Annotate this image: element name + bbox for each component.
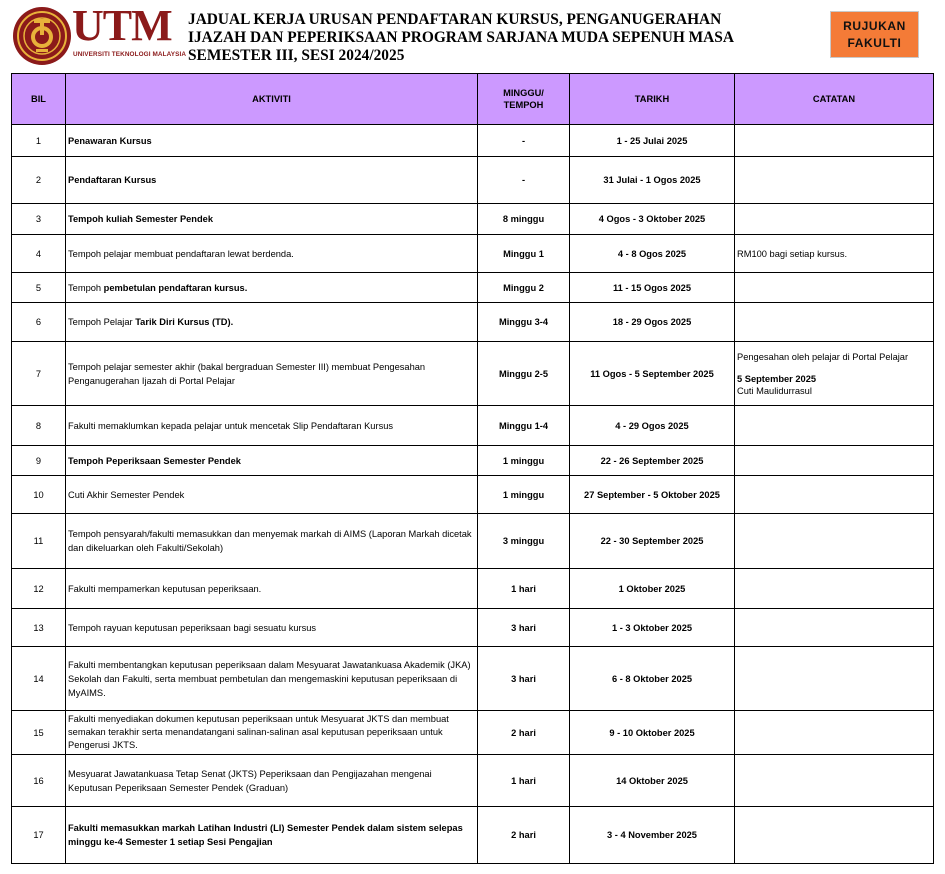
table-row — [12, 235, 934, 273]
cell-catatan — [735, 125, 934, 157]
cell-bil: 1 — [12, 125, 66, 157]
utm-logo-subtitle: UNIVERSITI TEKNOLOGI MALAYSIA — [73, 51, 187, 58]
cell-catatan — [735, 514, 934, 569]
cell-minggu: 2 hari — [478, 711, 570, 755]
table-row — [12, 609, 934, 647]
table-header-row — [12, 74, 934, 125]
table-row — [12, 807, 934, 864]
cell-bil: 6 — [12, 303, 66, 342]
cell-catatan — [735, 476, 934, 514]
cell-bil: 17 — [12, 807, 66, 864]
header-aktiviti: AKTIVITI — [66, 74, 478, 125]
cell-aktiviti: Tempoh Pelajar Tarik Diri Kursus (TD). — [66, 303, 478, 342]
cell-aktiviti: Fakulti membentangkan keputusan peperiksaan dalam Mesyuarat Jawatankuasa Akademik (JKA) Sekolah dan Fakulti, serta membuat pembetulan dan mengemaskini keputusan peperiksaan di MyAIMS. — [66, 647, 478, 711]
cell-catatan — [735, 303, 934, 342]
page-title — [188, 11, 808, 65]
cell-bil: 13 — [12, 609, 66, 647]
header-minggu: MINGGU/ TEMPOH — [478, 74, 570, 125]
ref-button-line-1: RUJUKAN — [843, 18, 906, 33]
cell-tarikh: 22 - 26 September 2025 — [570, 446, 735, 476]
cell-minggu: 1 hari — [478, 755, 570, 807]
cell-minggu: 1 hari — [478, 569, 570, 609]
cell-tarikh: 1 Oktober 2025 — [570, 569, 735, 609]
cell-minggu: 8 minggu — [478, 204, 570, 235]
utm-emblem-icon — [12, 6, 72, 66]
cell-catatan: RM100 bagi setiap kursus. — [735, 235, 934, 273]
cell-tarikh: 11 Ogos - 5 September 2025 — [570, 342, 735, 406]
cell-bil: 11 — [12, 514, 66, 569]
table-row — [12, 514, 934, 569]
cell-bil: 2 — [12, 157, 66, 204]
cell-catatan — [735, 647, 934, 711]
table-row — [12, 125, 934, 157]
cell-minggu: Minggu 1 — [478, 235, 570, 273]
cell-tarikh: 1 - 25 Julai 2025 — [570, 125, 735, 157]
cell-tarikh: 3 - 4 November 2025 — [570, 807, 735, 864]
cell-aktiviti: Tempoh pensyarah/fakulti memasukkan dan menyemak markah di AIMS (Laporan Markah dicetak dan dikeluarkan oleh Fakulti/Sekolah) — [66, 514, 478, 569]
cell-minggu: Minggu 2 — [478, 273, 570, 303]
cell-minggu: 3 hari — [478, 609, 570, 647]
cell-aktiviti: Fakulti memaklumkan kepada pelajar untuk mencetak Slip Pendaftaran Kursus — [66, 406, 478, 446]
cell-aktiviti: Tempoh Peperiksaan Semester Pendek — [66, 446, 478, 476]
cell-minggu: - — [478, 125, 570, 157]
cell-catatan — [735, 609, 934, 647]
cell-minggu: Minggu 1-4 — [478, 406, 570, 446]
ref-button-line-2: FAKULTI — [847, 35, 902, 50]
cell-aktiviti: Cuti Akhir Semester Pendek — [66, 476, 478, 514]
cell-catatan — [735, 807, 934, 864]
cell-tarikh: 4 - 29 Ogos 2025 — [570, 406, 735, 446]
cell-tarikh: 9 - 10 Oktober 2025 — [570, 711, 735, 755]
cell-bil: 14 — [12, 647, 66, 711]
cell-bil: 12 — [12, 569, 66, 609]
cell-aktiviti: Tempoh pelajar semester akhir (bakal bergraduan Semester III) membuat Pengesahan Penganugerahan Ijazah di Portal Pelajar — [66, 342, 478, 406]
cell-tarikh: 1 - 3 Oktober 2025 — [570, 609, 735, 647]
table-row — [12, 647, 934, 711]
cell-minggu: 3 hari — [478, 647, 570, 711]
title-line-2: IJAZAH DAN PEPERIKSAAN PROGRAM SARJANA MUDA SEPENUH MASA — [188, 29, 734, 46]
cell-minggu: Minggu 2-5 — [478, 342, 570, 406]
table-row — [12, 273, 934, 303]
cell-bil: 9 — [12, 446, 66, 476]
cell-catatan — [735, 157, 934, 204]
cell-minggu: 3 minggu — [478, 514, 570, 569]
cell-catatan — [735, 406, 934, 446]
cell-aktiviti: Tempoh kuliah Semester Pendek — [66, 204, 478, 235]
utm-logo-text: UTM — [72, 1, 172, 50]
cell-aktiviti: Pendaftaran Kursus — [66, 157, 478, 204]
table-row — [12, 204, 934, 235]
cell-aktiviti: Fakulti memasukkan markah Latihan Industri (LI) Semester Pendek dalam sistem selepas minggu ke-4 Semester 1 setiap Sesi Pengajian — [66, 807, 478, 864]
cell-tarikh: 6 - 8 Oktober 2025 — [570, 647, 735, 711]
cell-aktiviti: Tempoh rayuan keputusan peperiksaan bagi sesuatu kursus — [66, 609, 478, 647]
cell-catatan: Pengesahan oleh pelajar di Portal Pelajar 5 September 2025 Cuti Maulidurrasul — [735, 342, 934, 406]
cell-catatan — [735, 755, 934, 807]
cell-bil: 8 — [12, 406, 66, 446]
cell-aktiviti: Fakulti menyediakan dokumen keputusan peperiksaan untuk Mesyuarat JKTS dan membuat semakan terakhir serta menandatangani salinan-salinan asal keputusan peperiksaan untuk Pengerusi JKTS. — [66, 711, 478, 755]
cell-catatan — [735, 273, 934, 303]
cell-minggu: Minggu 3-4 — [478, 303, 570, 342]
cell-tarikh: 4 - 8 Ogos 2025 — [570, 235, 735, 273]
page-header — [0, 0, 945, 72]
header-catatan: CATATAN — [735, 74, 934, 125]
cell-minggu: 1 minggu — [478, 446, 570, 476]
cell-aktiviti: Penawaran Kursus — [66, 125, 478, 157]
table-row — [12, 476, 934, 514]
cell-bil: 7 — [12, 342, 66, 406]
cell-bil: 4 — [12, 235, 66, 273]
cell-catatan — [735, 446, 934, 476]
cell-tarikh: 18 - 29 Ogos 2025 — [570, 303, 735, 342]
cell-catatan — [735, 204, 934, 235]
cell-aktiviti: Tempoh pembetulan pendaftaran kursus. — [66, 273, 478, 303]
title-line-3: SEMESTER III, SESI 2024/2025 — [188, 47, 405, 64]
table-row — [12, 342, 934, 406]
schedule-table — [11, 73, 934, 864]
table-row — [12, 755, 934, 807]
header-tarikh: TARIKH — [570, 74, 735, 125]
cell-aktiviti: Tempoh pelajar membuat pendaftaran lewat berdenda. — [66, 235, 478, 273]
table-row — [12, 157, 934, 204]
cell-catatan — [735, 569, 934, 609]
title-line-1: JADUAL KERJA URUSAN PENDAFTARAN KURSUS, PENGANUGERAHAN — [188, 11, 722, 28]
cell-tarikh: 14 Oktober 2025 — [570, 755, 735, 807]
table-row — [12, 406, 934, 446]
cell-bil: 3 — [12, 204, 66, 235]
cell-tarikh: 27 September - 5 Oktober 2025 — [570, 476, 735, 514]
cell-aktiviti: Mesyuarat Jawatankuasa Tetap Senat (JKTS) Peperiksaan dan Pengijazahan mengenai Keputusan Peperiksaan Semester Pendek (Graduan) — [66, 755, 478, 807]
table-row — [12, 569, 934, 609]
table-row — [12, 711, 934, 755]
cell-bil: 5 — [12, 273, 66, 303]
cell-catatan — [735, 711, 934, 755]
header-bil: BIL — [12, 74, 66, 125]
cell-tarikh: 11 - 15 Ogos 2025 — [570, 273, 735, 303]
table-row — [12, 446, 934, 476]
cell-tarikh: 4 Ogos - 3 Oktober 2025 — [570, 204, 735, 235]
cell-bil: 16 — [12, 755, 66, 807]
cell-tarikh: 31 Julai - 1 Ogos 2025 — [570, 157, 735, 204]
cell-minggu: 2 hari — [478, 807, 570, 864]
cell-minggu: 1 minggu — [478, 476, 570, 514]
cell-tarikh: 22 - 30 September 2025 — [570, 514, 735, 569]
cell-bil: 10 — [12, 476, 66, 514]
cell-bil: 15 — [12, 711, 66, 755]
cell-minggu: - — [478, 157, 570, 204]
rujukan-fakulti-button[interactable] — [830, 11, 919, 58]
cell-aktiviti: Fakulti mempamerkan keputusan peperiksaan. — [66, 569, 478, 609]
table-row — [12, 303, 934, 342]
